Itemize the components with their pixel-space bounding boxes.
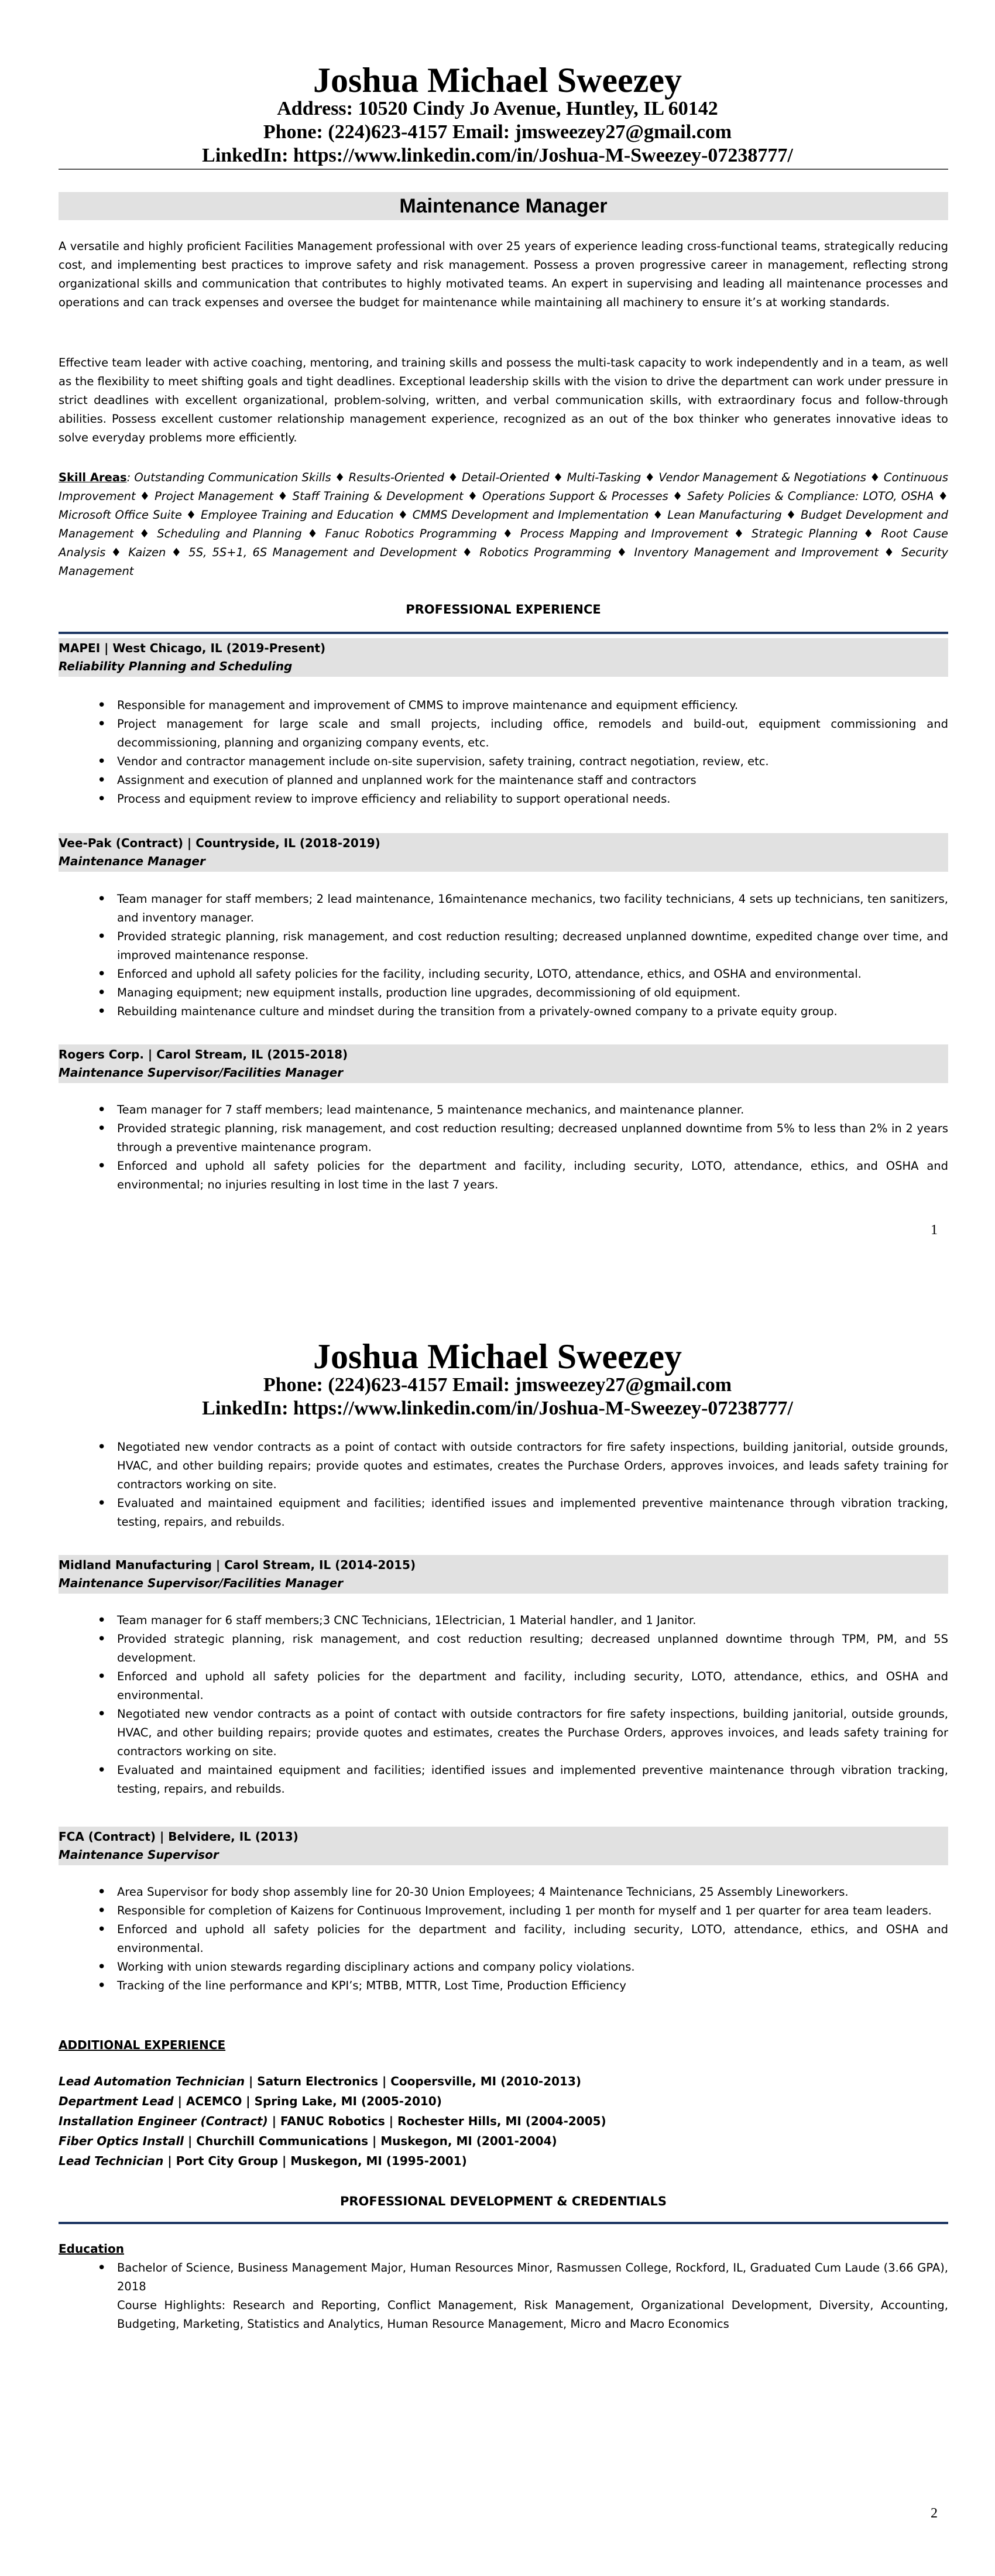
job-bullets	[59, 890, 948, 1021]
additional-item: Fiber Optics Install | Churchill Communications | Muskegon, MI (2001-2004)	[59, 2134, 557, 2148]
additional-experience-list	[59, 2071, 948, 2171]
skills-paragraph	[59, 468, 948, 581]
job-bullet: • Project management for large scale and small projects, including office, remodels and build-out, equipment commissioning and decommissioning, planning and organizing company events, etc.	[59, 715, 948, 752]
additional-item: Department Lead | ACEMCO | Spring Lake, MI (2005-2010)	[59, 2094, 442, 2108]
job-bullet: • Negotiated new vendor contracts as a point of contact with outside contractors for fire safety inspections, building janitorial, outside grounds, HVAC, and other building repairs; provide quotes and estimates, creates the Purchase Orders, approves invoices, and leads safety training for contractors working on site.	[59, 1705, 948, 1761]
job-bullet: • Vendor and contractor management include on-site supervision, safety training, contract negotiation, review, etc.	[59, 752, 948, 771]
job-title: Maintenance Supervisor/Facilities Manager	[59, 1066, 344, 1080]
additional-item: Lead Automation Technician | Saturn Electronics | Coopersville, MI (2010-2013)	[59, 2074, 581, 2088]
job-bullet: • Enforced and uphold all safety policies for the department and facility, including security, LOTO, attendance, ethics, and OSHA and environmental.	[59, 1667, 948, 1705]
job-bullet: • Provided strategic planning, risk management, and cost reduction resulting; decreased unplanned downtime, expedited change over time, and improved maintenance response.	[59, 927, 948, 965]
job-bullet: • Rebuilding maintenance culture and mindset during the transition from a privately-owned company to a private equity group.	[59, 1002, 948, 1021]
job-company: Midland Manufacturing | Carol Stream, IL (2014-2015)	[59, 1558, 416, 1572]
job-bullet: • Working with union stewards regarding disciplinary actions and company policy violations.	[59, 1958, 948, 1976]
job-bullet: • Provided strategic planning, risk management, and cost reduction resulting; decreased unplanned downtime from 5% to less than 2% in 2 years through a preventive maintenance program.	[59, 1119, 948, 1157]
job-company: Vee-Pak (Contract) | Countryside, IL (2018-2019)	[59, 836, 380, 850]
job-bullet: • Enforced and uphold all safety policies for the department and facility, including security, LOTO, attendance, ethics, and OSHA and environmental.	[59, 1920, 948, 1958]
job-bullet: • Process and equipment review to improve efficiency and reliability to support operational needs.	[59, 790, 948, 809]
job-bullet: • Area Supervisor for body shop assembly line for 20-30 Union Employees; 4 Maintenance Technicians, 25 Assembly Lineworkers.	[59, 1883, 948, 1902]
job-header	[59, 638, 948, 677]
header-divider	[59, 169, 948, 170]
linkedin-line: LinkedIn: https://www.linkedin.com/in/Joshua-M-Sweezey-07238777/	[202, 145, 793, 166]
job-bullet: • Evaluated and maintained equipment and facilities; identified issues and implemented preventive maintenance through vibration tracking, testing, repairs, and rebuilds.	[59, 1494, 948, 1532]
job-bullets	[59, 1611, 948, 1799]
job-bullet: • Negotiated new vendor contracts as a point of contact with outside contractors for fire safety inspections, building janitorial, outside grounds, HVAC, and other building repairs; provide quotes and estimates, creates the Purchase Orders, approves invoices, and leads safety training for contractors working on site.	[59, 1438, 948, 1494]
job-bullet: • Tracking of the line performance and KPI’s; MTBB, MTTR, Lost Time, Production Efficiency	[59, 1976, 948, 1995]
candidate-name: Joshua Michael Sweezey	[313, 61, 682, 100]
education-list	[59, 2259, 948, 2334]
job-bullets	[59, 1101, 948, 1194]
job-bullet: • Enforced and uphold all safety policies for the facility, including security, LOTO, attendance, ethics, and OSHA and environmental.	[59, 965, 948, 984]
job-company: FCA (Contract) | Belvidere, IL (2013)	[59, 1830, 298, 1844]
job-bullets	[59, 1883, 948, 1995]
job-bullet: • Provided strategic planning, risk management, and cost reduction resulting; decreased unplanned downtime through TPM, PM, and 5S development.	[59, 1630, 948, 1667]
job-company: Rogers Corp. | Carol Stream, IL (2015-2018)	[59, 1047, 348, 1061]
skills-list: : Outstanding Communication Skills ♦ Results-Oriented ♦ Detail-Oriented ♦ Multi-Tasking ♦ Vendor Management & Negotiations ♦ Continuous Improvement ♦ Project Management ♦ Staff Training & Development ♦ Operations Support & Processes ♦ Safety Policies & Compliance: LOTO, OSHA ♦ Microsoft Office Suite ♦ Employee Training and Education ♦ CMMS Development and Implementation ♦ Lean Manufacturing ♦ Budget Development and Management ♦ Scheduling and Planning ♦ Fanuc Robotics Programming ♦ Process Mapping and Improvement ♦ Strategic Planning ♦ Root Cause Analysis ♦ Kaizen ♦ 5S, 5S+1, 6S Management and Development ♦ Robotics Programming ♦ Inventory Management and Improvement ♦ Security Management	[59, 471, 948, 578]
experience-heading: PROFESSIONAL EXPERIENCE	[406, 602, 601, 616]
job-title: Maintenance Supervisor/Facilities Manager	[59, 1576, 344, 1590]
credentials-divider	[59, 2222, 948, 2224]
linkedin-line: LinkedIn: https://www.linkedin.com/in/Joshua-M-Sweezey-07238777/	[202, 1397, 793, 1419]
job-bullet: • Team manager for staff members; 2 lead maintenance, 16maintenance mechanics, two facility technicians, 4 sets up technicians, ten sanitizers, and inventory manager.	[59, 890, 948, 927]
summary-paragraph-1: A versatile and highly proficient Facilities Management professional with over 25 years of experience leading cross-functional teams, strategically reducing cost, and implementing best practices to improve safety and risk management. Possess a proven progressive career in management, reflecting strong organizational skills and communication that contributes to highly motivated teams. An expert in supervising and leading all maintenance processes and operations and can track expenses and oversee the budget for maintenance while maintaining all machinery to ensure it’s at working standards.	[59, 239, 948, 309]
resume-page-2	[0, 1300, 995, 2576]
job-bullets-continued	[59, 1438, 948, 1532]
credentials-heading: PROFESSIONAL DEVELOPMENT & CREDENTIALS	[339, 2194, 667, 2208]
page-number: 2	[931, 2506, 938, 2521]
job-header	[59, 1827, 948, 1865]
job-bullet: • Evaluated and maintained equipment and facilities; identified issues and implemented preventive maintenance through vibration tracking, testing, repairs, and rebuilds.	[59, 1761, 948, 1799]
job-header	[59, 1044, 948, 1083]
job-title: Maintenance Supervisor	[59, 1848, 219, 1862]
additional-experience-heading: ADDITIONAL EXPERIENCE	[59, 2038, 226, 2052]
job-bullets	[59, 696, 948, 809]
skills-label: Skill Areas	[59, 471, 127, 484]
phone-email-line: Phone: (224)623-4157 Email: jmsweezey27@gmail.com	[263, 121, 732, 143]
summary-paragraph-2: Effective team leader with active coaching, mentoring, and training skills and possess the multi-task capacity to work independently and in a team, as well as the flexibility to meet shifting goals and tight deadlines. Exceptional leadership skills with the vision to drive the department can work under pressure in strict deadlines with excellent organizational, problem-solving, written, and verbal communication skills, with extraordinary focus and follow-through abilities. Possess excellent customer relationship management experience, recognized as an out of the box thinker who generates innovative ideas to solve everyday problems more efficiently.	[59, 356, 948, 444]
title-banner: Maintenance Manager	[59, 192, 948, 220]
job-header	[59, 833, 948, 872]
job-bullet: • Managing equipment; new equipment installs, production line upgrades, decommissioning of old equipment.	[59, 984, 948, 1002]
education-courses: Course Highlights: Research and Reporting, Conflict Management, Risk Management, Organizational Development, Diversity, Accounting, Budgeting, Marketing, Statistics and Analytics, Human Resource Management, Micro and Macro Economics	[117, 2298, 948, 2331]
job-bullet: • Assignment and execution of planned and unplanned work for the maintenance staff and contractors	[59, 771, 948, 790]
education-item	[59, 2259, 948, 2334]
candidate-name: Joshua Michael Sweezey	[313, 1337, 682, 1376]
job-company: MAPEI | West Chicago, IL (2019-Present)	[59, 641, 326, 655]
additional-item: Installation Engineer (Contract) | FANUC Robotics | Rochester Hills, MI (2004-2005)	[59, 2114, 606, 2128]
additional-item: Lead Technician | Port City Group | Muskegon, MI (1995-2001)	[59, 2154, 467, 2168]
education-degree: Bachelor of Science, Business Management Major, Human Resources Minor, Rasmussen College, Rockford, IL, Graduated Cum Laude (3.66 GPA), 2018	[117, 2261, 948, 2293]
experience-divider	[59, 632, 948, 634]
job-title: Maintenance Manager	[59, 854, 205, 868]
education-heading: Education	[59, 2242, 124, 2256]
job-bullet: • Team manager for 7 staff members; lead maintenance, 5 maintenance mechanics, and maintenance planner.	[59, 1101, 948, 1119]
job-bullet: • Responsible for management and improvement of CMMS to improve maintenance and equipment efficiency.	[59, 696, 948, 715]
address-line: Address: 10520 Cindy Jo Avenue, Huntley, IL 60142	[277, 98, 718, 119]
job-title: Reliability Planning and Scheduling	[59, 659, 293, 673]
job-header	[59, 1555, 948, 1594]
job-bullet: • Enforced and uphold all safety policies for the department and facility, including security, LOTO, attendance, ethics, and OSHA and environmental; no injuries resulting in lost time in the last 7 years.	[59, 1157, 948, 1194]
job-bullet: • Responsible for completion of Kaizens for Continuous Improvement, including 1 per month for myself and 1 per quarter for area team leaders.	[59, 1902, 948, 1920]
phone-email-line: Phone: (224)623-4157 Email: jmsweezey27@gmail.com	[263, 1374, 732, 1396]
job-bullet: • Team manager for 6 staff members;3 CNC Technicians, 1Electrician, 1 Material handler, and 1 Janitor.	[59, 1611, 948, 1630]
page-number: 1	[931, 1222, 938, 1238]
